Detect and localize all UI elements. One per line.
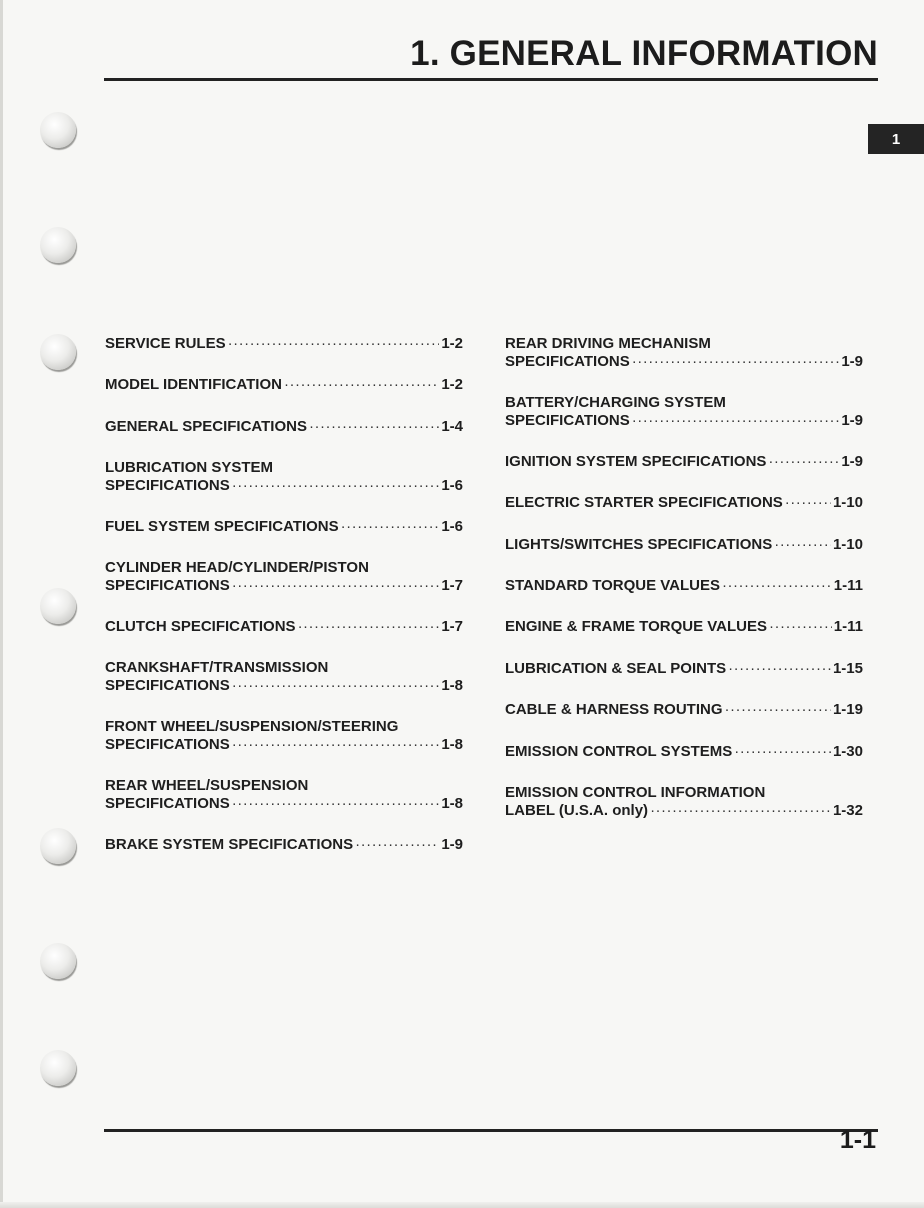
toc-entry-title: CABLE & HARNESS ROUTING [505, 701, 723, 718]
toc-entry-title: LUBRICATION & SEAL POINTS [505, 660, 727, 677]
binder-hole [40, 1050, 76, 1086]
leader-dots [725, 701, 831, 719]
toc-entry-page: 1-30 [832, 743, 863, 760]
toc-entry[interactable] [105, 376, 463, 394]
toc-entry-page: 1-15 [832, 660, 863, 677]
leader-dots [769, 618, 832, 636]
toc-entry-page: 1-9 [841, 453, 863, 470]
toc-entry-title-line: CYLINDER HEAD/CYLINDER/PISTON [105, 559, 369, 576]
toc-entry[interactable] [505, 335, 863, 371]
toc-entry-page: 1-8 [441, 736, 463, 753]
toc-entry[interactable] [105, 659, 463, 695]
leader-dots [728, 660, 831, 678]
toc-entry-page: 1-4 [441, 418, 463, 435]
toc-entry[interactable] [505, 660, 863, 678]
toc-entry[interactable] [105, 836, 463, 854]
toc-entry-page: 1-19 [832, 701, 863, 718]
toc-entry-page: 1-9 [441, 836, 463, 853]
toc-entry-page: 1-11 [833, 618, 863, 635]
toc-entry-page: 1-6 [441, 518, 463, 535]
toc-entry-title: GENERAL SPECIFICATIONS [105, 418, 307, 435]
toc-entry[interactable] [505, 784, 863, 820]
toc-entry-page: 1-6 [441, 477, 463, 494]
leader-dots [232, 736, 440, 754]
toc-entry[interactable] [505, 577, 863, 595]
toc-entry-title: SPECIFICATIONS [105, 577, 230, 594]
toc-entry[interactable] [505, 494, 863, 512]
binder-hole [40, 588, 76, 624]
toc-entry-title-line: BATTERY/CHARGING SYSTEM [505, 394, 726, 411]
toc-column-right [505, 335, 863, 820]
toc-entry-title-line: LUBRICATION SYSTEM [105, 459, 274, 476]
binder-hole [40, 112, 76, 148]
toc-entry-page: 1-2 [441, 376, 463, 393]
leader-dots [785, 494, 831, 512]
toc-entry-title-line: FRONT WHEEL/SUSPENSION/STEERING [105, 718, 399, 735]
leader-dots [232, 677, 440, 695]
leader-dots [774, 536, 831, 554]
binder-hole [40, 943, 76, 979]
leader-dots [734, 743, 831, 761]
toc-entry-page: 1-11 [833, 577, 863, 594]
toc-entry[interactable] [105, 518, 463, 536]
page-title: 1. GENERAL INFORMATION [410, 34, 878, 73]
toc-entry-page: 1-7 [441, 577, 463, 594]
toc-entry-title: CLUTCH SPECIFICATIONS [105, 618, 296, 635]
leader-dots [632, 412, 840, 430]
toc-entry-title: FUEL SYSTEM SPECIFICATIONS [105, 518, 339, 535]
leader-dots [228, 335, 440, 353]
toc-entry-title: ELECTRIC STARTER SPECIFICATIONS [505, 494, 783, 511]
toc-entry-title: STANDARD TORQUE VALUES [505, 577, 721, 594]
leader-dots [355, 836, 439, 854]
toc-entry[interactable] [105, 418, 463, 436]
toc-entry[interactable] [505, 618, 863, 636]
binder-hole [40, 828, 76, 864]
page-edge [0, 0, 3, 1208]
toc-entry-title-line: REAR WHEEL/SUSPENSION [105, 777, 309, 794]
leader-dots [284, 376, 439, 394]
toc-entry-title: MODEL IDENTIFICATION [105, 376, 282, 393]
toc-entry-title: SPECIFICATIONS [105, 795, 230, 812]
leader-dots [341, 518, 440, 536]
toc-entry-page: 1-10 [832, 494, 863, 511]
toc-entry-title: IGNITION SYSTEM SPECIFICATIONS [505, 453, 767, 470]
toc-entry[interactable] [105, 559, 463, 595]
leader-dots [298, 618, 440, 636]
section-tab[interactable]: 1 [868, 124, 924, 154]
leader-dots [632, 353, 840, 371]
toc-entry-title-line: CRANKSHAFT/TRANSMISSION [105, 659, 329, 676]
toc-entry-page: 1-8 [441, 677, 463, 694]
leader-dots [232, 795, 440, 813]
leader-dots [722, 577, 832, 595]
leader-dots [309, 418, 439, 436]
toc-entry-title: SPECIFICATIONS [105, 677, 230, 694]
toc-entry[interactable] [105, 335, 463, 353]
toc-entry-title: LABEL (U.S.A. only) [505, 802, 649, 819]
leader-dots [232, 477, 440, 495]
toc-entry[interactable] [105, 718, 463, 754]
toc-entry-page: 1-9 [841, 412, 863, 429]
toc-column-left [105, 335, 463, 854]
header-rule [104, 78, 878, 81]
binder-hole [40, 334, 76, 370]
toc-entry-title: SERVICE RULES [105, 335, 226, 352]
toc-entry-title: BRAKE SYSTEM SPECIFICATIONS [105, 836, 354, 853]
page-edge-bottom [0, 1202, 924, 1208]
toc-entry-page: 1-10 [832, 536, 863, 553]
toc-entry-title: SPECIFICATIONS [505, 353, 630, 370]
toc-entry[interactable] [105, 618, 463, 636]
toc-entry[interactable] [105, 459, 463, 495]
toc-entry-title-line: REAR DRIVING MECHANISM [505, 335, 711, 352]
toc-entry-title: SPECIFICATIONS [105, 477, 230, 494]
toc-entry[interactable] [505, 536, 863, 554]
leader-dots [232, 577, 440, 595]
toc-entry-page: 1-32 [832, 802, 863, 819]
toc-entry-title: LIGHTS/SWITCHES SPECIFICATIONS [505, 536, 773, 553]
toc-entry[interactable] [505, 701, 863, 719]
toc-entry-title: SPECIFICATIONS [505, 412, 630, 429]
footer-rule [104, 1129, 878, 1132]
leader-dots [768, 453, 839, 471]
page-number: 1-1 [839, 1126, 876, 1154]
toc-entry-page: 1-9 [841, 353, 863, 370]
toc-entry-title: EMISSION CONTROL SYSTEMS [505, 743, 733, 760]
toc-entry[interactable] [505, 453, 863, 471]
toc-entry-title-line: EMISSION CONTROL INFORMATION [505, 784, 766, 801]
toc-entry[interactable] [505, 743, 863, 761]
leader-dots [650, 802, 831, 820]
toc-entry-page: 1-8 [441, 795, 463, 812]
binder-hole [40, 227, 76, 263]
toc-entry-title: SPECIFICATIONS [105, 736, 230, 753]
toc-entry-title: ENGINE & FRAME TORQUE VALUES [505, 618, 767, 635]
toc-entry[interactable] [505, 394, 863, 430]
toc-entry-page: 1-7 [441, 618, 463, 635]
toc-entry[interactable] [105, 777, 463, 813]
toc-entry-page: 1-2 [441, 335, 463, 352]
